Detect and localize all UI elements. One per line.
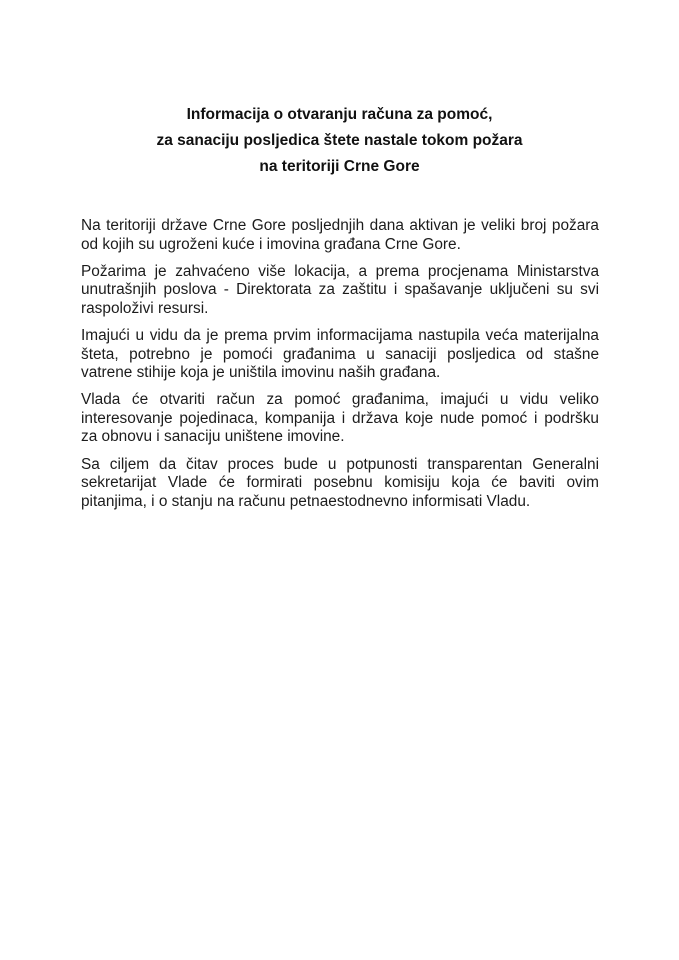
paragraph-line: raspoloživi resursi. (81, 299, 209, 317)
title-line-3: na teritoriji Crne Gore (259, 158, 420, 175)
paragraph-line: unutrašnjih poslova - Direktorata za zaštitu i spašavanje uključeni su svi (81, 281, 599, 299)
paragraph-line: šteta, potrebno je pomoći građanima u sanaciji posljedica od stašne (81, 345, 599, 363)
paragraph-line: Imajući u vidu da je prema prvim informacijama nastupila veća materijalna (81, 326, 599, 344)
document-body (81, 217, 599, 520)
paragraph-line: Sa ciljem da čitav proces bude u potpunosti transparentan Generalni (81, 455, 599, 473)
paragraph-line: od kojih su ugroženi kuće i imovina građana Crne Gore. (81, 235, 461, 253)
title-line-1: Informacija o otvaranju računa za pomoć, (186, 106, 493, 123)
paragraph-3 (81, 327, 599, 383)
document-title (0, 102, 679, 180)
paragraph-1 (81, 217, 599, 254)
paragraph-line: sekretarijat Vlade će formirati posebnu komisiju koja će baviti ovim (81, 474, 599, 492)
title-line-2: za sanaciju posljedica štete nastale tokom požara (156, 132, 523, 149)
paragraph-4 (81, 391, 599, 447)
paragraph-line: vatrene stihije koja je uništila imovinu naših građana. (81, 364, 441, 382)
paragraph-2 (81, 263, 599, 319)
paragraph-line: interesovanje pojedinaca, kompanija i država koje nude pomoć i podršku (81, 409, 599, 427)
paragraph-5 (81, 456, 599, 512)
paragraph-line: Na teritoriji države Crne Gore posljednjih dana aktivan je veliki broj požara (81, 217, 599, 234)
paragraph-line: pitanjima, i o stanju na računu petnaestodnevno informisati Vladu. (81, 492, 531, 510)
paragraph-line: Požarima je zahvaćeno više lokacija, a prema procjenama Ministarstva (81, 262, 599, 280)
paragraph-line: za obnovu i sanaciju uništene imovine. (81, 428, 345, 446)
paragraph-line: Vlada će otvariti račun za pomoć građanima, imajući u vidu veliko (81, 391, 599, 409)
